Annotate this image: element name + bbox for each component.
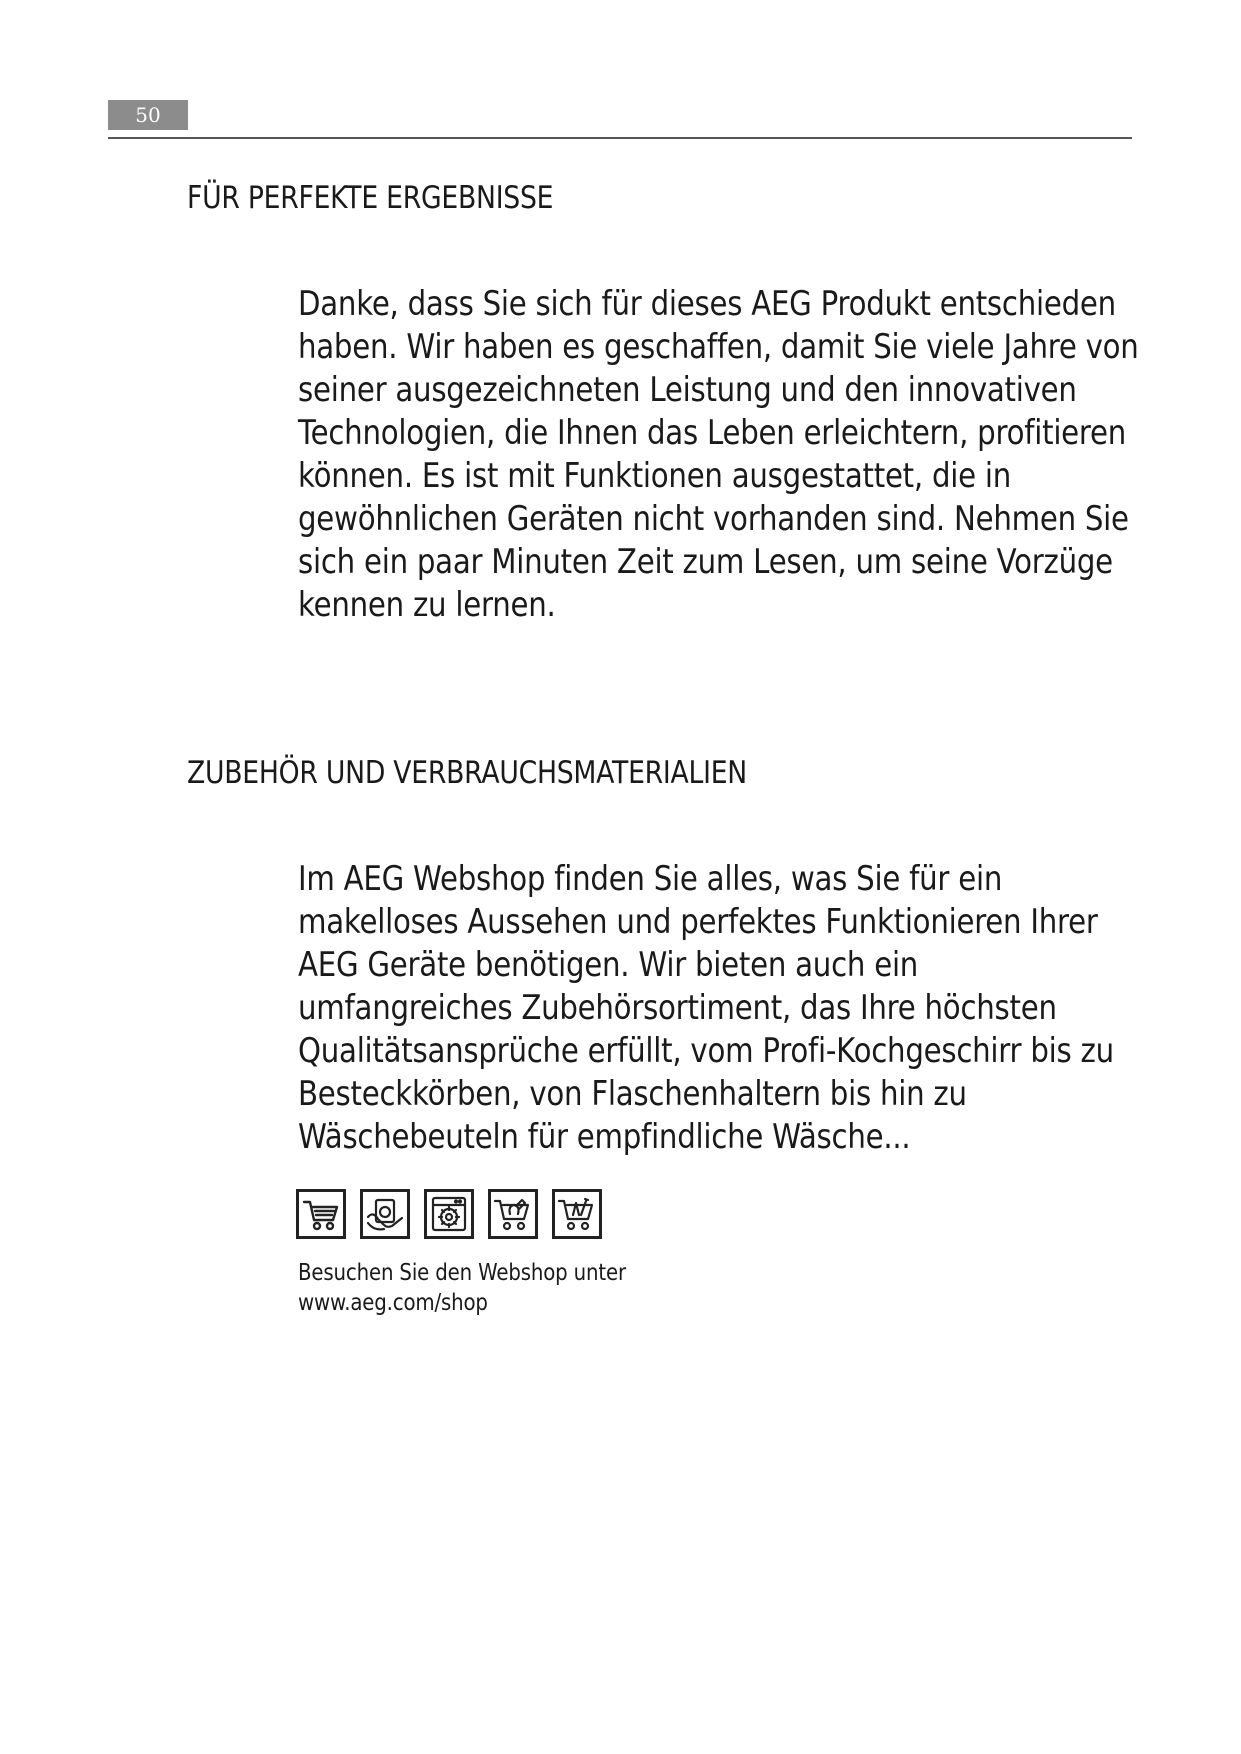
webshop-caption-text: Besuchen Sie den Webshop unter xyxy=(298,1260,626,1286)
settings-gear-icon xyxy=(424,1189,474,1239)
paragraph-line: gewöhnlichen Geräten nicht vorhanden sind. Nehmen Sie xyxy=(298,499,1129,539)
paragraph-line: seiner ausgezeichneten Leistung und den innovativen xyxy=(298,370,1077,410)
paragraph-line: kennen zu lernen. xyxy=(298,585,556,625)
paragraph-line: können. Es ist mit Funktionen ausgestattet, die in xyxy=(298,456,1012,496)
section-heading-accessories: ZUBEHÖR UND VERBRAUCHSMATERIALIEN xyxy=(187,755,747,791)
header-rule xyxy=(108,137,1132,139)
paragraph-line: Technologien, die Ihnen das Leben erleichtern, profitieren xyxy=(298,413,1127,453)
paragraph-line: Im AEG Webshop finden Sie alles, was Sie für ein xyxy=(298,859,1003,899)
appliance-care-icon xyxy=(360,1189,410,1239)
cart-accessories-icon xyxy=(488,1189,538,1239)
paragraph-line: makelloses Aussehen und perfektes Funktionieren Ihrer xyxy=(298,902,1098,942)
paragraph-line: Besteckkörben, von Flaschenhaltern bis hin zu xyxy=(298,1074,967,1114)
paragraph-line: Wäschebeuteln für empfindliche Wäsche... xyxy=(298,1117,911,1157)
section-heading-results: FÜR PERFEKTE ERGEBNISSE xyxy=(187,180,554,216)
paragraph-line: umfangreiches Zubehörsortiment, das Ihre höchsten xyxy=(298,988,1057,1028)
intro-paragraph xyxy=(298,283,1139,627)
paragraph-line: haben. Wir haben es geschaffen, damit Sie viele Jahre von xyxy=(298,327,1139,367)
paragraph-line: Danke, dass Sie sich für dieses AEG Produkt entschieden xyxy=(298,284,1116,324)
paragraph-line: AEG Geräte benötigen. Wir bieten auch ein xyxy=(298,945,919,985)
webshop-caption xyxy=(298,1258,679,1318)
cart-cookware-icon xyxy=(552,1189,602,1239)
webshop-url[interactable]: www.aeg.com/shop xyxy=(298,1290,488,1316)
webshop-icon-row xyxy=(296,1189,602,1239)
page-number: 50 xyxy=(108,100,188,130)
accessories-paragraph xyxy=(298,858,1118,1159)
paragraph-line: Qualitätsansprüche erfüllt, vom Profi-Kochgeschirr bis zu xyxy=(298,1031,1114,1071)
shopping-cart-icon xyxy=(296,1189,346,1239)
paragraph-line: sich ein paar Minuten Zeit zum Lesen, um seine Vorzüge xyxy=(298,542,1113,582)
